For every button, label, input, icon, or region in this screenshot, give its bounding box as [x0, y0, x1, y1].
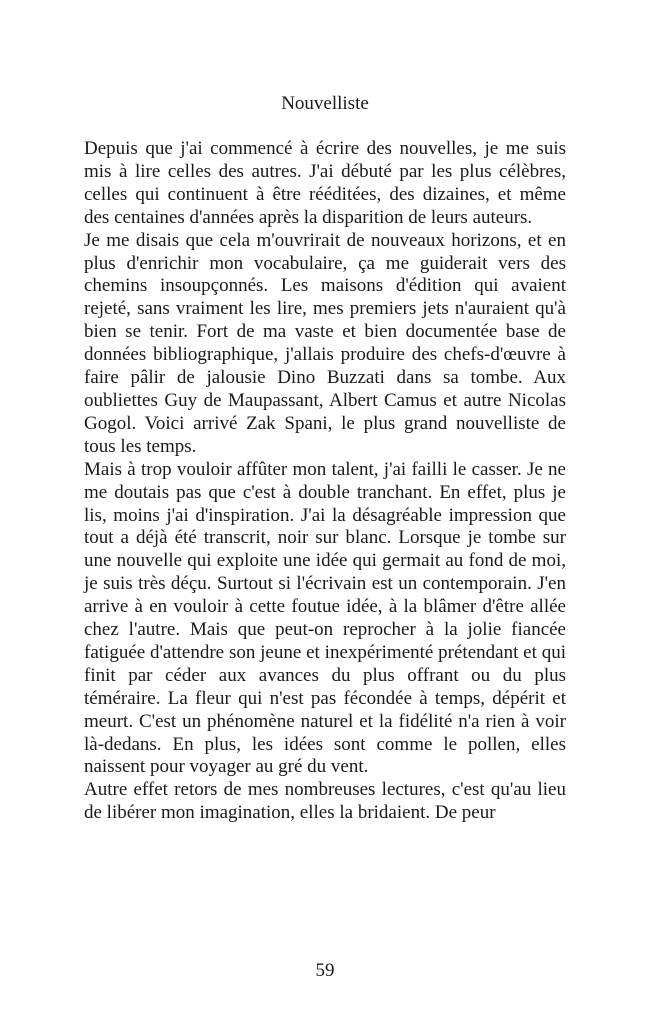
paragraph: Autre effet retors de mes nombreuses lectures, c'est qu'au lieu de libérer mon imagination, elles la bridaient. De peur — [84, 779, 566, 824]
chapter-title: Nouvelliste — [281, 93, 369, 114]
paragraph: Depuis que j'ai commencé à écrire des nouvelles, je me suis mis à lire celles des autres. J'ai débuté par les plus célèbres, celles qui continuent à être rééditées, des dizaines, et même des centaines d'années après la disparition de leurs auteurs. — [84, 138, 566, 228]
body-text — [84, 138, 566, 825]
page-number: 59 — [315, 960, 335, 981]
paragraph: Je me disais que cela m'ouvrirait de nouveaux horizons, et en plus d'enrichir mon vocabulaire, ça me guiderait vers des chemins insoupçonnés. Les maisons d'édition qui avaient rejeté, sans vraiment les lire, mes premiers jets n'auraient qu'à bien se tenir. Fort de ma vaste et bien documentée base de données bibliographique, j'allais produire des chefs-d'œuvre à faire pâlir de jalousie Dino Buzzati dans sa tombe. Aux oubliettes Guy de Maupassant, Albert Camus et autre Nicolas Gogol. Voici arrivé Zak Spani, le plus grand nouvelliste de tous les temps. — [84, 229, 566, 457]
paragraph: Mais à trop vouloir affûter mon talent, j'ai failli le casser. Je ne me doutais pas que c'est à double tranchant. En effet, plus je lis, moins j'ai d'inspiration. J'ai la désagréable impression que tout a déjà été transcrit, noir sur blanc. Lorsque je tombe sur une nouvelle qui exploite une idée qui germait au fond de moi, je suis très déçu. Surtout si l'écrivain est un contemporain. J'en arrive à en vouloir à cette foutue idée, à la blâmer d'être allée chez l'autre. Mais que peut-on reprocher à la jolie fiancée fatiguée d'attendre son jeune et inexpérimenté prétendant et qui finit par céder aux avances du plus offrant ou du plus téméraire. La fleur qui n'est pas fécondée à temps, dépérit et meurt. C'est un phénomène naturel et la fidélité n'a rien à voir là-dedans. En plus, les idées sont comme le pollen, elles naissent pour voyager au gré du vent. — [84, 458, 566, 778]
